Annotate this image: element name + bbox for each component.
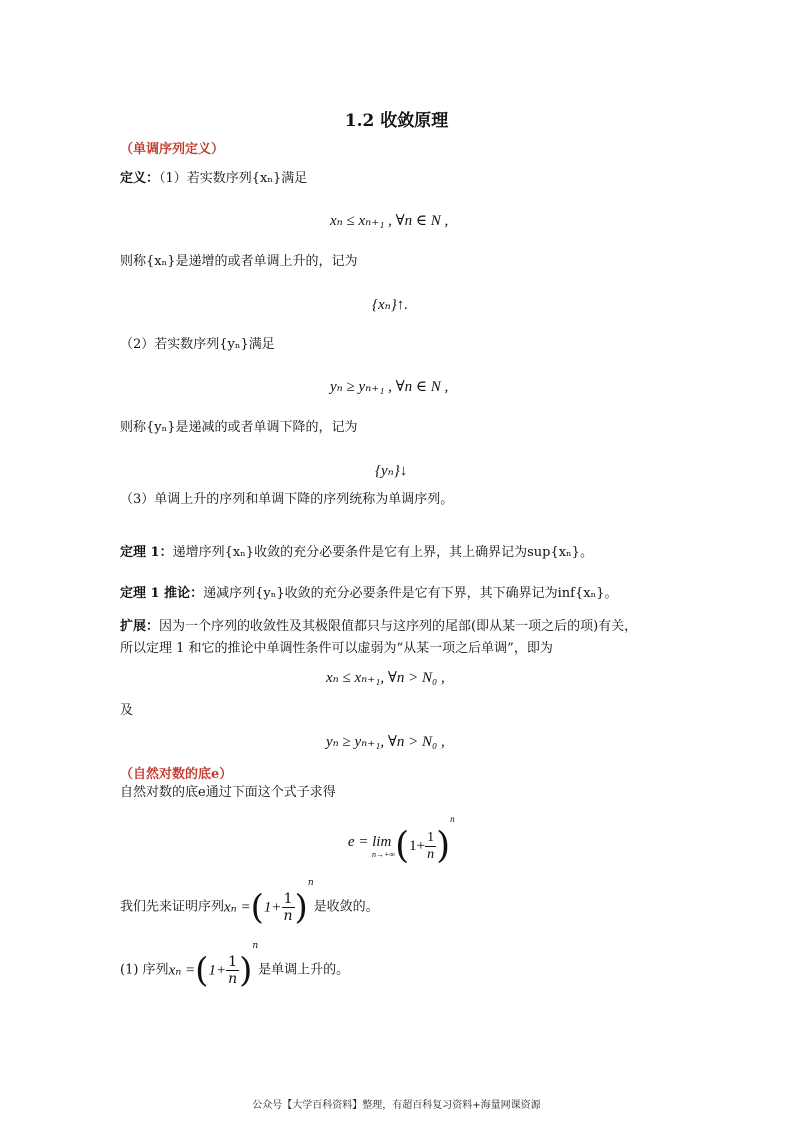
left-paren: ( [395, 825, 410, 867]
equation-increasing: xₙ ≤ xₙ₊₁ , ∀n ∈ N , [330, 213, 449, 229]
definition-2-text: （2）若实数序列{yₙ}满足 [120, 337, 275, 352]
section-heading-monotone: （单调序列定义） [120, 142, 225, 157]
fraction-denominator: n [228, 971, 238, 987]
equation-eventually-decreasing: yₙ ≥ yₙ₊₁, ∀n > N₀ , [326, 734, 445, 750]
one-plus: 1+ [208, 962, 227, 979]
equation-decreasing: yₙ ≥ yₙ₊₁ , ∀n ∈ N , [330, 379, 449, 395]
definition-1-conclusion: 则称{xₙ}是递增的或者单调上升的，记为 [120, 254, 358, 269]
definition-1 [120, 170, 307, 188]
page-title: 1.2 收敛原理 [344, 111, 449, 131]
one-plus: 1+ [263, 899, 282, 916]
theorem-1 [120, 544, 593, 562]
equation-eventually-increasing: xₙ ≤ xₙ₊₁, ∀n > N₀ , [326, 670, 445, 686]
definition-2-conclusion: 则称{yₙ}是递减的或者单调下降的，记为 [120, 420, 358, 435]
exponent: n [450, 814, 455, 824]
left-paren: ( [195, 950, 209, 991]
right-paren: ) [436, 825, 451, 867]
definition-label: 定义： [120, 171, 160, 186]
right-paren: ) [294, 887, 308, 928]
exponent: n [252, 941, 259, 951]
corollary-text: 递减序列{yₙ}收敛的充分必要条件是它有下界，其下确界记为inf{xₙ}。 [203, 586, 618, 601]
exponent: n [307, 878, 314, 888]
equation-up-arrow: {xₙ}↑. [372, 297, 408, 313]
prove-text-after: 是收敛的。 [313, 899, 379, 915]
section-heading-e: （自然对数的底e） [120, 767, 233, 782]
step-1-after: 是单调上升的。 [258, 962, 350, 978]
page-footer: 公众号【大学百科资料】整理，有超百科复习资料+海量网课资源 [252, 1100, 541, 1111]
theorem-1-label: 定理 1： [120, 545, 173, 560]
left-paren: ( [250, 887, 264, 928]
fraction [282, 891, 295, 924]
definition-3-text: （3）单调上升的序列和单调下降的序列统称为单调序列。 [120, 492, 454, 507]
fraction-numerator: 1 [226, 954, 239, 971]
extension-text-1: 因为一个序列的收敛性及其极限值都只与这序列的尾部(即从某一项之后的项)有关， [159, 619, 638, 634]
step-1-xn: xₙ = [168, 962, 196, 979]
prove-statement [120, 874, 379, 926]
theorem-1-corollary [120, 585, 617, 603]
equation-e-limit [344, 814, 455, 865]
extension-line-2: 所以定理 1 和它的推论中单调性条件可以虚弱为“从某一项之后单调”，即为 [120, 641, 553, 656]
fraction-denominator: n [427, 847, 435, 863]
fraction [226, 954, 239, 987]
extension-line-1 [120, 618, 637, 636]
and-text: 及 [120, 703, 134, 718]
definition-1-text: （1）若实数序列{xₙ}满足 [159, 171, 308, 186]
right-paren: ) [239, 950, 253, 991]
limit-subscript: n→+∞ [372, 850, 396, 860]
equation-down-arrow: {yₙ}↓ [375, 463, 408, 479]
theorem-1-text: 递增序列{xₙ}收敛的充分必要条件是它有上界，其上确界记为sup{xₙ}。 [172, 545, 593, 560]
step-1-before: (1) 序列 [120, 962, 169, 978]
extension-label: 扩展： [120, 619, 160, 634]
prove-text-before: 我们先来证明序列 [120, 899, 225, 915]
corollary-label: 定理 1 推论： [120, 586, 204, 601]
fraction-numerator: 1 [282, 891, 295, 908]
step-1-statement [120, 937, 349, 989]
fraction [425, 830, 436, 863]
limit-expression: e = lim [347, 834, 392, 851]
prove-xn: xₙ = [224, 899, 251, 916]
fraction-numerator: 1 [427, 830, 435, 846]
one-plus: 1+ [409, 838, 426, 855]
fraction-denominator: n [283, 908, 293, 924]
e-definition-text: 自然对数的底e通过下面这个式子求得 [120, 785, 336, 800]
